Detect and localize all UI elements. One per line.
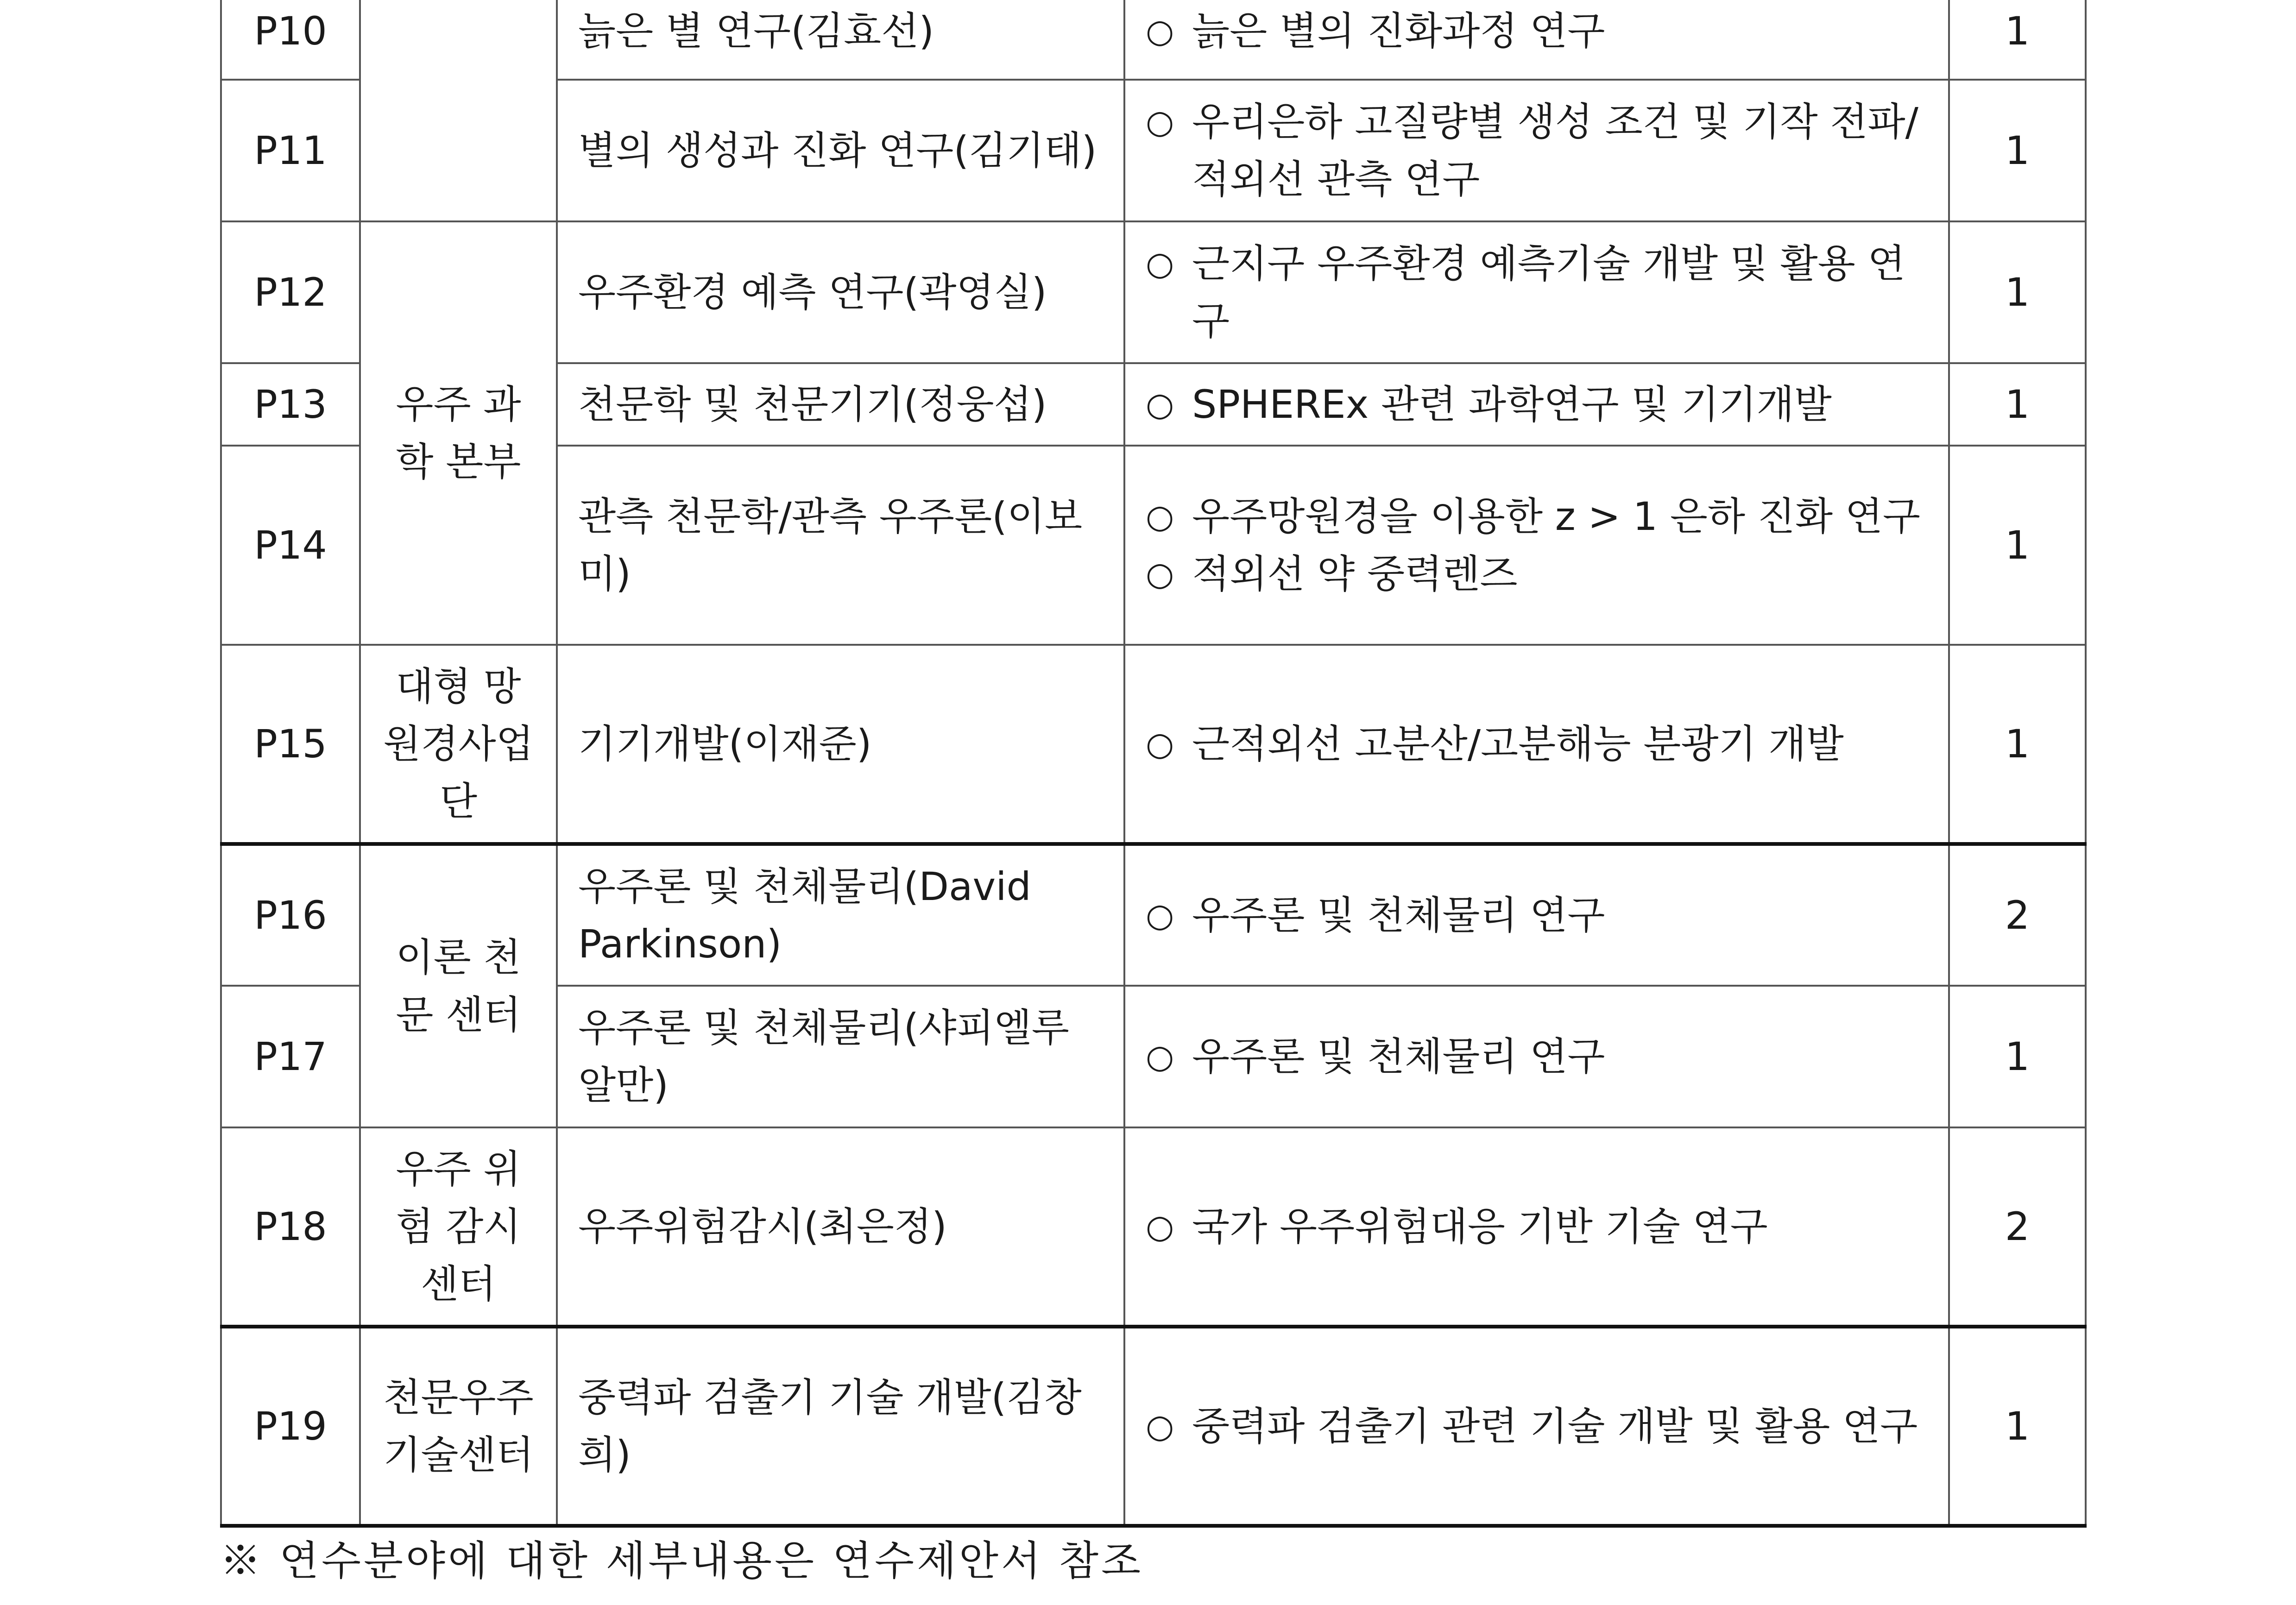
position-count: 1 [1949,1327,2086,1526]
table-row [221,0,2086,80]
row-code: P15 [221,645,360,844]
position-count: 1 [1949,363,2086,446]
department-cell: 우주 위험 감시센터 [360,1127,557,1327]
table-row [221,221,2086,363]
bullet-icon: ○ [1146,725,1174,763]
bullet-icon: ○ [1146,1208,1174,1246]
position-count: 1 [1949,221,2086,363]
bullet-icon: ○ [1146,385,1174,423]
department-cell: 대형 망원경사업단 [360,645,557,844]
row-code: P13 [221,363,360,446]
research-field: 우주위험감시(최은정) [557,1127,1124,1327]
bullet-icon: ○ [1146,12,1174,50]
department-cell: 이론 천문 센터 [360,844,557,1127]
research-field: 천문학 및 천문기기(정웅섭) [557,363,1124,446]
research-field: 우주론 및 천체물리(David Parkinson) [557,844,1124,986]
position-count: 1 [1949,446,2086,645]
row-code: P19 [221,1327,360,1526]
research-field: 늙은 별 연구(김효선) [557,0,1124,80]
research-field: 우주환경 예측 연구(곽영실) [557,221,1124,363]
table-row [221,1127,2086,1327]
department-cell: 우주 과학 본부 [360,221,557,645]
research-content: ○ 우주론 및 천체물리 연구 [1124,986,1949,1127]
row-code: P10 [221,0,360,80]
research-field: 관측 천문학/관측 우주론(이보미) [557,446,1124,645]
department-cell [360,0,557,221]
position-count: 1 [1949,0,2086,80]
research-field-table [220,0,2087,1528]
research-content: ○ 국가 우주위험대응 기반 기술 연구 [1124,1127,1949,1327]
research-field: 별의 생성과 진화 연구(김기태) [557,80,1124,221]
row-code: P18 [221,1127,360,1327]
bullet-icon: ○ [1146,896,1174,934]
table-row [221,645,2086,844]
row-code: P16 [221,844,360,986]
row-code: P12 [221,221,360,363]
research-content: ○ 우주론 및 천체물리 연구 [1124,844,1949,986]
table-row [221,844,2086,986]
bullet-icon: ○ [1146,555,1174,593]
research-content: ○ 근적외선 고분산/고분해능 분광기 개발 [1124,645,1949,844]
research-content: ○ 중력파 검출기 관련 기술 개발 및 활용 연구 [1124,1327,1949,1526]
research-content: ○ SPHEREx 관련 과학연구 및 기기개발 [1124,363,1949,446]
position-count: 2 [1949,1127,2086,1327]
bullet-icon: ○ [1146,245,1174,283]
bullet-icon: ○ [1146,497,1174,535]
position-count: 1 [1949,986,2086,1127]
row-code: P11 [221,80,360,221]
research-content: ○ 늙은 별의 진화과정 연구 [1124,0,1949,80]
research-content: ○ 우주망원경을 이용한 z > 1 은하 진화 연구 ○ 적외선 약 중력렌즈 [1124,446,1949,645]
position-count: 2 [1949,844,2086,986]
row-code: P14 [221,446,360,645]
research-field: 기기개발(이재준) [557,645,1124,844]
footnote: ※ 연수분야에 대한 세부내용은 연수제안서 참조 [220,1537,1144,1585]
department-cell: 천문우주 기술센터 [360,1327,557,1526]
table-row [221,1327,2086,1526]
bullet-icon: ○ [1146,103,1174,141]
bullet-icon: ○ [1146,1038,1174,1076]
position-count: 1 [1949,80,2086,221]
research-content: ○ 근지구 우주환경 예측기술 개발 및 활용 연구 [1124,221,1949,363]
position-count: 1 [1949,645,2086,844]
research-field: 중력파 검출기 기술 개발(김창희) [557,1327,1124,1526]
research-field: 우주론 및 천체물리(샤피엘루알만) [557,986,1124,1127]
bullet-icon: ○ [1146,1407,1174,1445]
research-content: ○ 우리은하 고질량별 생성 조건 및 기작 전파/적외선 관측 연구 [1124,80,1949,221]
row-code: P17 [221,986,360,1127]
